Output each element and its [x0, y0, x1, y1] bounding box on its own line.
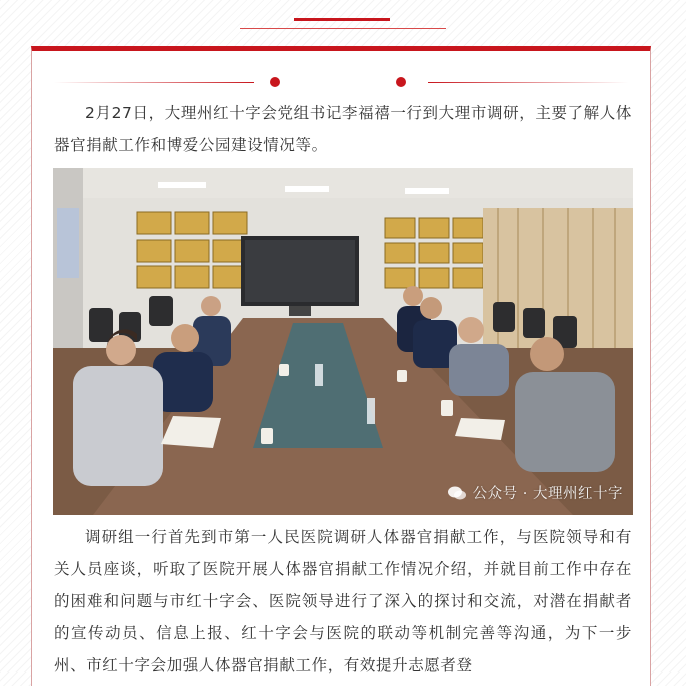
decoration-line-right	[428, 82, 628, 83]
red-dot-icon	[268, 75, 282, 89]
meeting-photo	[53, 168, 633, 515]
wechat-icon	[447, 485, 467, 501]
article-card	[31, 46, 651, 686]
top-accent-line	[240, 28, 446, 29]
top-accent-bar	[294, 18, 390, 21]
title-decoration	[32, 75, 650, 91]
decoration-line-left	[54, 82, 254, 83]
watermark-text: 公众号 · 大理州红十字	[472, 486, 623, 502]
red-dot-icon	[394, 75, 408, 89]
body-paragraph: 调研组一行首先到市第一人民医院调研人体器官捐献工作，与医院领导和有关人员座谈，听取了医院开展人体器官捐献工作情况介绍，并就目前工作中存在的困难和问题与市红十字会、医院领导进行了深入的探讨和交流，对潜在捐献者的宣传动员、信息上报、红十字会与医院的联动等机制完善等沟通，为下一步州、市红十字会加强人体器官捐献工作，有效提升志愿者登	[54, 528, 632, 674]
photo-watermark	[447, 482, 623, 503]
meeting-room-illustration	[53, 168, 633, 515]
intro-paragraph: 2月27日，大理州红十字会党组书记李福禧一行到大理市调研，主要了解人体器官捐献工作和博爱公园建设情况等。	[54, 104, 632, 154]
